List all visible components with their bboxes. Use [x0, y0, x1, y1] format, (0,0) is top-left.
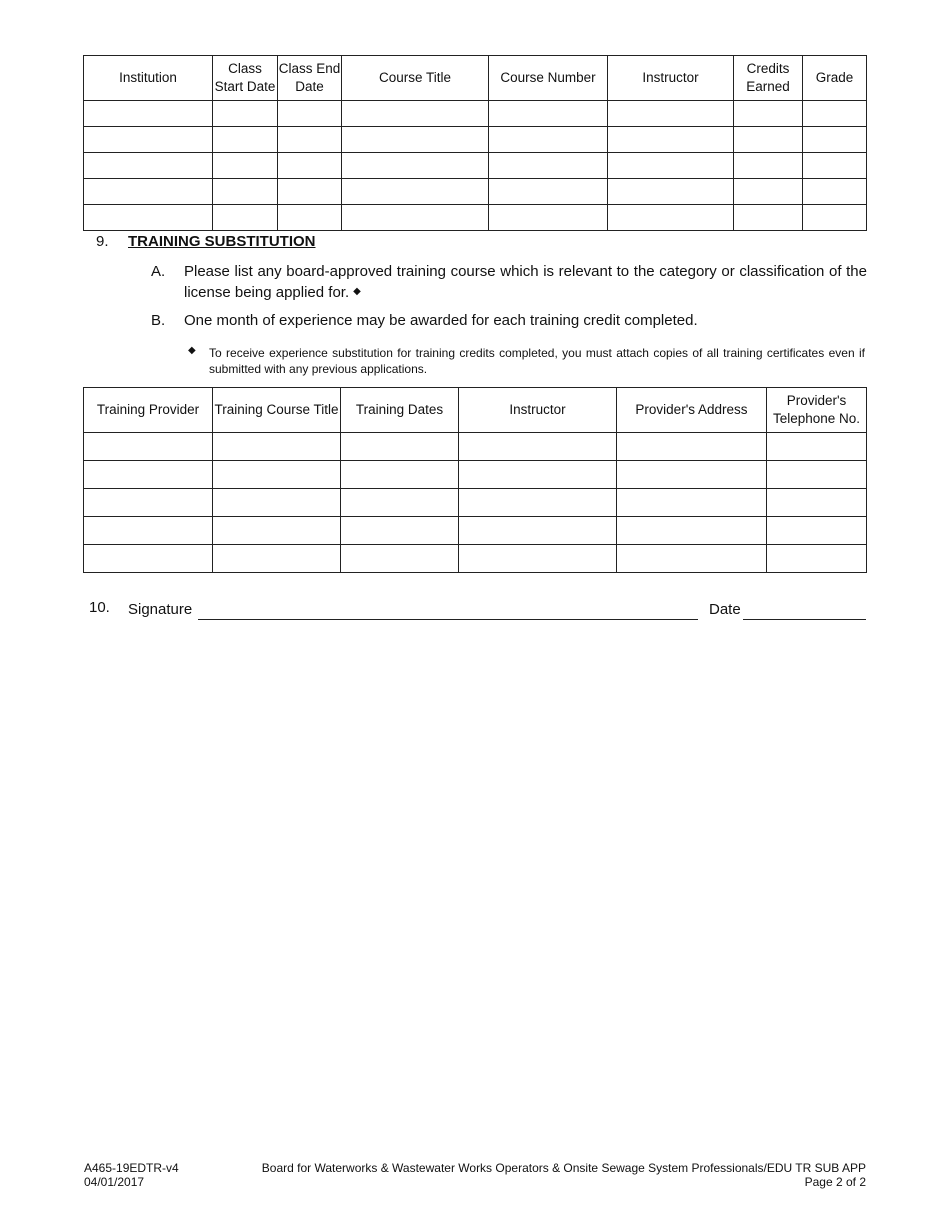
table-row — [84, 433, 867, 461]
table-cell[interactable] — [341, 433, 459, 461]
header-training-instructor: Instructor — [459, 388, 617, 433]
section-10-number: 10. — [89, 599, 110, 616]
table-row — [84, 179, 867, 205]
table-cell[interactable] — [341, 545, 459, 573]
table-cell[interactable] — [213, 461, 341, 489]
table-cell[interactable] — [767, 433, 867, 461]
header-training-provider: Training Provider — [84, 388, 213, 433]
section-9-title: TRAINING SUBSTITUTION — [128, 233, 316, 250]
table-cell[interactable] — [803, 101, 867, 127]
table-cell[interactable] — [734, 153, 803, 179]
table-cell[interactable] — [803, 205, 867, 231]
note-bullet-icon: ◆ — [188, 345, 196, 356]
table-cell[interactable] — [617, 461, 767, 489]
table-cell[interactable] — [608, 127, 734, 153]
table-cell[interactable] — [84, 433, 213, 461]
table-cell[interactable] — [278, 153, 342, 179]
table-cell[interactable] — [213, 153, 278, 179]
table-row — [84, 545, 867, 573]
table-cell[interactable] — [617, 545, 767, 573]
table-cell[interactable] — [734, 179, 803, 205]
header-training-dates: Training Dates — [341, 388, 459, 433]
table-cell[interactable] — [803, 179, 867, 205]
page-number: Page 2 of 2 — [804, 1175, 866, 1189]
table-row — [84, 517, 867, 545]
table-cell[interactable] — [459, 461, 617, 489]
table-cell[interactable] — [342, 101, 489, 127]
table-cell[interactable] — [617, 517, 767, 545]
header-training-course-title: Training Course Title — [213, 388, 341, 433]
table-cell[interactable] — [278, 127, 342, 153]
board-name: Board for Waterworks & Wastewater Works Operators & Onsite Sewage System Professionals/EDU TR SUB APP — [261, 1161, 866, 1175]
note-text: To receive experience substitution for training credits completed, you must attach copies of all training certificates even if submitted with any previous applications. — [209, 346, 865, 376]
table-cell[interactable] — [608, 101, 734, 127]
table-cell[interactable] — [489, 153, 608, 179]
table-cell[interactable] — [84, 461, 213, 489]
table-row — [84, 153, 867, 179]
header-course-number: Course Number — [489, 56, 608, 101]
table-cell[interactable] — [342, 153, 489, 179]
table-cell[interactable] — [767, 461, 867, 489]
table-cell[interactable] — [803, 153, 867, 179]
table-cell[interactable] — [342, 179, 489, 205]
table-cell[interactable] — [734, 205, 803, 231]
table-cell[interactable] — [342, 205, 489, 231]
item-a-letter: A. — [151, 263, 166, 280]
table-cell[interactable] — [84, 179, 213, 205]
table-cell[interactable] — [341, 489, 459, 517]
table-cell[interactable] — [213, 517, 341, 545]
form-id: A465-19EDTR-v4 — [84, 1161, 179, 1175]
table-row — [84, 205, 867, 231]
header-providers-telephone: Provider's Telephone No. — [767, 388, 867, 433]
table-cell[interactable] — [84, 153, 213, 179]
table-row — [84, 461, 867, 489]
table-cell[interactable] — [84, 545, 213, 573]
header-class-start-date: Class Start Date — [213, 56, 278, 101]
table-cell[interactable] — [489, 101, 608, 127]
table-cell[interactable] — [84, 205, 213, 231]
table-cell[interactable] — [608, 179, 734, 205]
education-header-row — [84, 56, 867, 101]
date-label: Date — [709, 601, 741, 618]
table-cell[interactable] — [767, 517, 867, 545]
table-cell[interactable] — [734, 127, 803, 153]
header-class-end-date: Class End Date — [278, 56, 342, 101]
table-cell[interactable] — [617, 489, 767, 517]
table-cell[interactable] — [459, 489, 617, 517]
table-row — [84, 101, 867, 127]
table-cell[interactable] — [608, 153, 734, 179]
table-cell[interactable] — [459, 545, 617, 573]
table-cell[interactable] — [213, 489, 341, 517]
table-cell[interactable] — [767, 545, 867, 573]
table-cell[interactable] — [213, 179, 278, 205]
item-b-letter: B. — [151, 312, 166, 329]
table-cell[interactable] — [341, 461, 459, 489]
header-instructor: Instructor — [608, 56, 734, 101]
table-cell[interactable] — [278, 179, 342, 205]
education-table — [83, 55, 867, 231]
table-cell[interactable] — [213, 545, 341, 573]
table-cell[interactable] — [459, 517, 617, 545]
table-cell[interactable] — [84, 489, 213, 517]
table-cell[interactable] — [489, 205, 608, 231]
header-credits-earned: Credits Earned — [734, 56, 803, 101]
table-cell[interactable] — [84, 517, 213, 545]
table-cell[interactable] — [213, 101, 278, 127]
table-cell[interactable] — [278, 205, 342, 231]
table-row — [84, 127, 867, 153]
table-cell[interactable] — [734, 101, 803, 127]
table-cell[interactable] — [459, 433, 617, 461]
training-table — [83, 387, 867, 573]
table-cell[interactable] — [84, 101, 213, 127]
date-line[interactable] — [743, 619, 866, 620]
header-providers-address: Provider's Address — [617, 388, 767, 433]
signature-label: Signature — [128, 601, 193, 618]
table-cell[interactable] — [213, 127, 278, 153]
table-cell[interactable] — [803, 127, 867, 153]
item-a-body: Please list any board-approved training course which is relevant to the category or classification of the license being applied for. — [184, 263, 867, 301]
table-cell[interactable] — [213, 433, 341, 461]
table-cell[interactable] — [342, 127, 489, 153]
item-b-text: One month of experience may be awarded for each training credit completed. — [184, 312, 698, 329]
table-cell[interactable] — [489, 127, 608, 153]
item-a-text — [184, 262, 867, 303]
header-course-title: Course Title — [342, 56, 489, 101]
signature-line[interactable] — [198, 619, 698, 620]
table-cell[interactable] — [341, 517, 459, 545]
table-cell[interactable] — [617, 433, 767, 461]
table-row — [84, 489, 867, 517]
table-cell[interactable] — [213, 205, 278, 231]
form-date: 04/01/2017 — [84, 1175, 145, 1189]
table-cell[interactable] — [767, 489, 867, 517]
table-cell[interactable] — [489, 179, 608, 205]
diamond-icon: ◆ — [353, 286, 361, 297]
header-grade: Grade — [803, 56, 867, 101]
training-header-row — [84, 388, 867, 433]
header-institution: Institution — [84, 56, 213, 101]
table-cell[interactable] — [84, 127, 213, 153]
section-9-number: 9. — [96, 233, 109, 250]
table-cell[interactable] — [278, 101, 342, 127]
table-cell[interactable] — [608, 205, 734, 231]
